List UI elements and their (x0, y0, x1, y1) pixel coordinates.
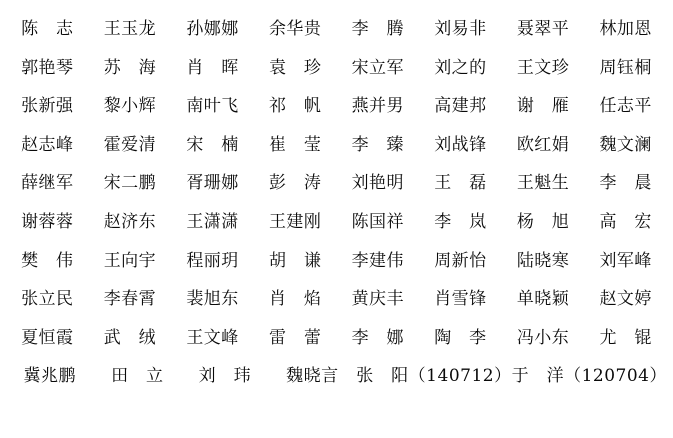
name-cell: 肖雪锋 (434, 289, 487, 310)
name-cell: 肖 晖 (186, 57, 239, 78)
table-row (6, 126, 667, 165)
name-cell: 赵志峰 (21, 134, 74, 155)
name-cell: 王建刚 (268, 211, 322, 232)
name-cell: 余华贵 (268, 19, 322, 39)
name-cell: 高建邦 (434, 96, 487, 117)
name-cell: 刘易非 (434, 19, 487, 39)
name-cell: 李春霄 (103, 289, 157, 310)
name-cell: 王潇潇 (186, 211, 239, 232)
name-cell: 彭 涛 (268, 173, 322, 194)
name-cell: 刘 玮 (198, 366, 252, 387)
name-cell: 李 岚 (434, 211, 487, 232)
table-row (6, 242, 667, 281)
name-cell: 任志平 (599, 96, 652, 117)
name-cell: 宋立军 (351, 57, 405, 78)
name-cell: 刘战锋 (434, 134, 487, 155)
name-cell: 祁 帆 (268, 96, 322, 117)
name-cell: 聂翠平 (516, 19, 570, 39)
name-cell: 李 腾 (351, 19, 405, 39)
name-cell: 樊 伟 (21, 250, 74, 271)
name-cell: 陆晓寒 (516, 250, 570, 271)
table-row (6, 319, 667, 358)
name-cell: 王文珍 (516, 57, 570, 78)
name-cell: 李 晨 (599, 173, 652, 194)
table-row (6, 164, 667, 203)
name-cell: 李建伟 (351, 250, 405, 271)
name-cell: 宋二鹏 (103, 173, 157, 194)
name-cell: 程丽玥 (186, 250, 239, 271)
name-cell: 冯小东 (516, 327, 570, 348)
name-cell: 刘艳明 (351, 173, 405, 194)
name-cell: 冀兆鹏 (23, 366, 77, 387)
name-cell: 薛继军 (21, 173, 74, 194)
name-cell: 宋 楠 (186, 134, 239, 155)
name-cell: 郭艳琴 (21, 57, 74, 78)
name-cell: 黎小辉 (103, 96, 157, 117)
name-cell: 林加恩 (599, 19, 652, 39)
name-cell: 黄庆丰 (351, 289, 405, 310)
name-cell: 陶 李 (434, 327, 487, 348)
name-cell: 南叶飞 (186, 96, 239, 117)
name-cell: 周钰桐 (599, 57, 652, 78)
name-cell: 肖 焰 (268, 289, 322, 310)
table-row (6, 87, 667, 126)
table-row (6, 203, 667, 242)
name-cell: 张 阳（140712） (356, 366, 512, 387)
name-cell: 张立民 (21, 289, 74, 310)
name-cell: 裴旭东 (186, 289, 239, 310)
table-row (6, 10, 667, 49)
name-cell: 李 臻 (351, 134, 405, 155)
name-cell: 赵文婷 (599, 289, 652, 310)
name-cell: 尤 锟 (599, 327, 652, 348)
name-cell: 王 磊 (434, 173, 487, 194)
name-cell: 陈 志 (21, 19, 74, 39)
table-row (6, 49, 667, 88)
name-cell: 王魁生 (516, 173, 570, 194)
name-cell: 刘军峰 (599, 250, 652, 271)
name-cell: 武 绒 (103, 327, 157, 348)
table-row (6, 357, 667, 396)
name-cell: 单晓颖 (516, 289, 570, 310)
name-cell: 李 娜 (351, 327, 405, 348)
name-cell: 王玉龙 (103, 19, 157, 39)
name-cell: 胡 谦 (268, 250, 322, 271)
name-cell: 谢 雁 (516, 96, 570, 117)
name-cell: 高 宏 (599, 211, 652, 232)
name-cell: 霍爱清 (103, 134, 157, 155)
name-cell: 王文峰 (186, 327, 239, 348)
name-cell: 陈国祥 (351, 211, 405, 232)
name-cell: 苏 海 (103, 57, 157, 78)
name-cell: 崔 莹 (268, 134, 322, 155)
name-cell: 欧红娟 (516, 134, 570, 155)
name-cell: 王向宇 (103, 250, 157, 271)
name-cell: 周新怡 (434, 250, 487, 271)
name-cell: 雷 蕾 (268, 327, 322, 348)
name-cell: 燕并男 (351, 96, 405, 117)
name-cell: 赵济东 (103, 211, 157, 232)
name-cell: 于 洋（120704） (511, 366, 667, 387)
name-cell: 魏文澜 (599, 134, 652, 155)
name-cell: 夏恒霞 (21, 327, 74, 348)
name-cell: 刘之的 (434, 57, 487, 78)
name-cell: 魏晓言 (286, 366, 339, 387)
name-cell: 谢蓉蓉 (21, 211, 74, 232)
name-cell: 胥珊娜 (186, 173, 239, 194)
name-cell: 袁 珍 (268, 57, 322, 78)
name-cell: 杨 旭 (516, 211, 570, 232)
name-cell: 张新强 (21, 96, 74, 117)
name-cell: 田 立 (111, 366, 164, 387)
name-cell: 孙娜娜 (186, 19, 239, 39)
table-row (6, 280, 667, 319)
